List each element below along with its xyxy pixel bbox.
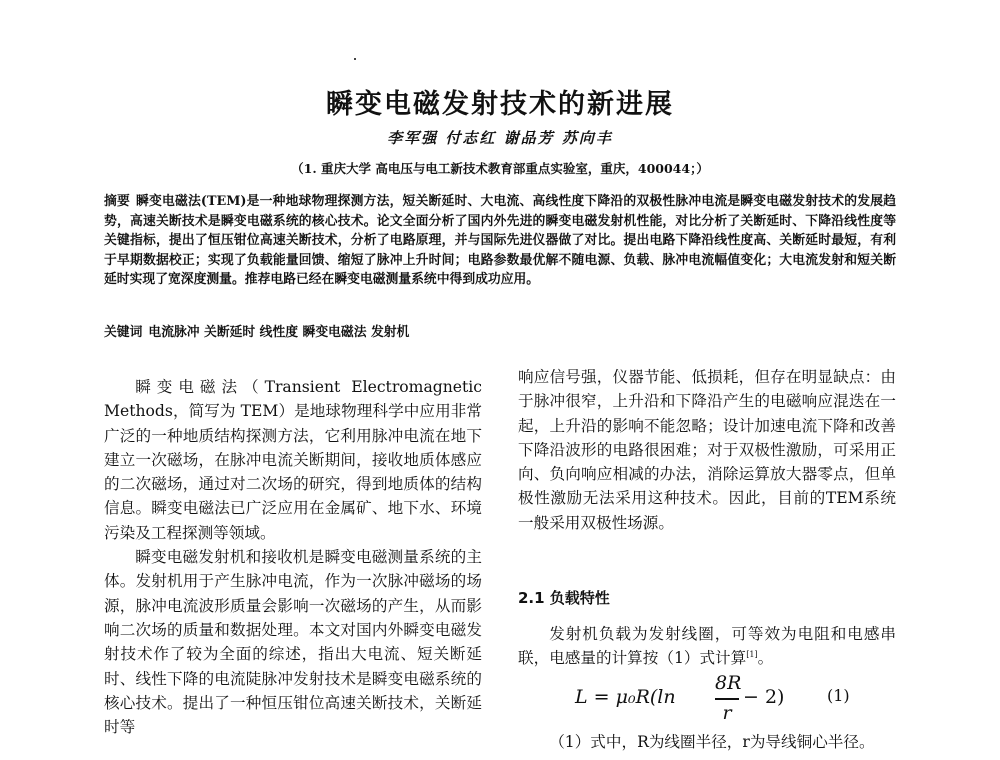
fraction-numerator: 8R (715, 672, 742, 694)
section-heading: 2.1 负载特性 (518, 589, 610, 607)
affiliation: （1. 重庆大学 高电压与电工新技术教育部重点实验室，重庆，400044；） (291, 161, 709, 176)
abstract-text: 瞬变电磁法(TEM)是一种地球物理探测方法，短关断延时、大电流、高线性度下降沿的双极性脉冲电流是瞬变电磁发射技术的发展趋势，高速关断技术是瞬变电磁系统的核心技术。论文全面分析了国内外先进的瞬变电磁发射机性能，对比分析了关断延时、下降沿线性度等关键指标，提出了恒压钳位高速关断技术，分析了电路原理，并与国际先进仪器做了对比。提出电路下降沿线性度高、关断延时最短，有利于早期数据校正；实现了负载能量回馈、缩短了脉冲上升时间；电路参数最优解不随电源、负载、脉冲电流幅值变化；大电流发射和短关断延时实现了宽深度测量。推荐电路已经在瞬变电磁测量系统中得到成功应用。 (104, 194, 896, 287)
equation-rhs: − 2) (743, 686, 785, 708)
decorative-dot (354, 58, 356, 60)
fraction-denominator: r (722, 702, 732, 724)
equation-number: (1) (827, 686, 850, 705)
equation-lhs: L = μ₀R(ln (575, 686, 676, 708)
paper-title: 瞬变电磁发射技术的新进展 (326, 89, 674, 120)
body-paragraph (518, 622, 896, 671)
right-column-tail (518, 730, 896, 754)
right-column (518, 365, 896, 535)
paragraph-text: 发射机负载为发射线圈，可等效为电阻和电感串联，电感量的计算按（1）式计算 (518, 625, 896, 668)
keywords-label: 关键词 (104, 325, 143, 340)
abstract (104, 192, 896, 290)
body-paragraph: 瞬变电磁法（Transient Electromagnetic Methods，简写为 TEM）是地球物理科学中应用非常广泛的一种地质结构探测方法，它利用脉冲电流在地下建立一次磁场，在脉冲电流关断期间，接收地质体感应的二次磁场，通过对二次场的研究，得到地质体的结构信息。瞬变电磁法已广泛应用在金属矿、地下水、环境污染及工程探测等领域。 (104, 378, 482, 542)
keywords-text: 电流脉冲 关断延时 线性度 瞬变电磁法 发射机 (148, 325, 410, 340)
body-paragraph: 瞬变电磁发射机和接收机是瞬变电磁测量系统的主体。发射机用于产生脉冲电流，作为一次脉冲磁场的场源，脉冲电流波形质量会影响一次磁场的产生，从而影响二次场的质量和数据处理。本文对国内外瞬变电磁发射技术作了较为全面的综述，指出大电流、短关断延时、线性下降的电流陡脉冲发射技术是瞬变电磁系统的核心技术。提出了一种恒压钳位高速关断技术，关断延时等 (104, 548, 482, 737)
left-column (104, 375, 482, 739)
equation-1 (575, 672, 905, 732)
body-paragraph: （1）式中，R为线圈半径，r为导线铜心半径。 (549, 733, 875, 751)
body-paragraph: 响应信号强，仪器节能、低损耗，但存在明显缺点：由于脉冲很窄，上升沿和下降沿产生的电磁响应混迭在一起，上升沿的影响不能忽略；设计加速电流下降和改善下降沿波形的电路很困难；对于双极性激励，可采用正向、负向响应相减的办法，消除运算放大器零点，但单极性激励无法采用这种技术。因此，目前的TEM系统一般采用双极性场源。 (518, 368, 896, 532)
fraction-bar (715, 698, 739, 700)
right-column-continued (518, 622, 896, 671)
keywords (104, 323, 896, 342)
citation-ref: [1] (746, 650, 758, 660)
paragraph-end: 。 (757, 649, 774, 668)
abstract-label: 摘要 (104, 194, 130, 209)
author-list: 李军强 付志红 谢品芳 苏向丰 (387, 129, 613, 147)
